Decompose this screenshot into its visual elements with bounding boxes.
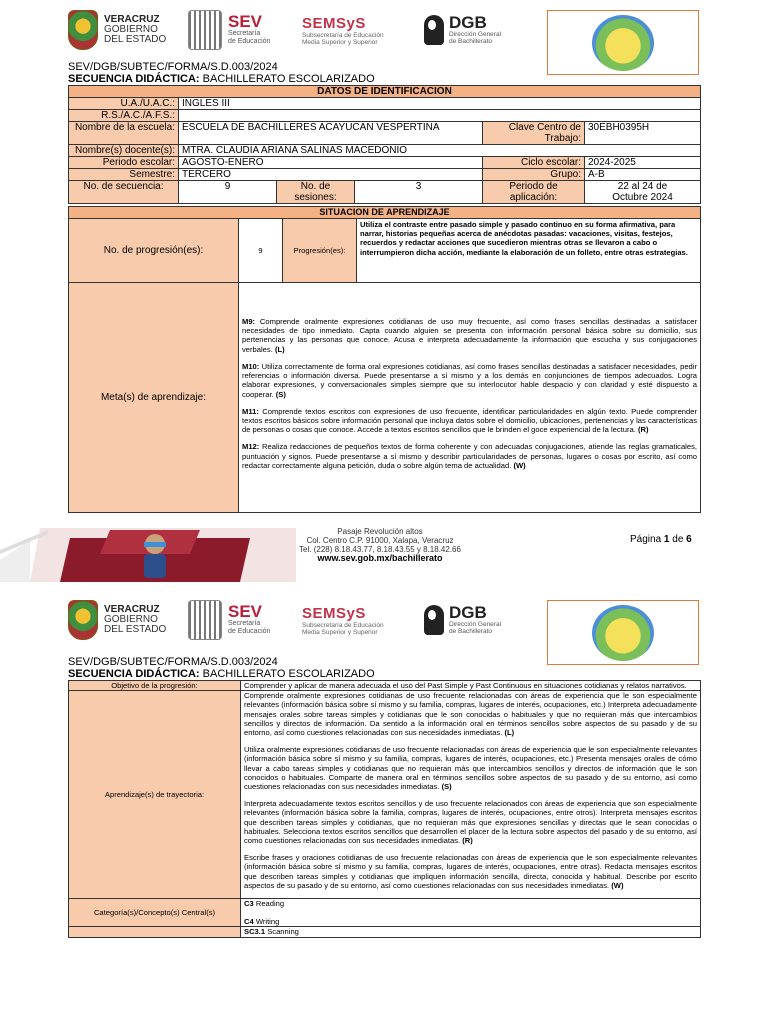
objective-label: Objetivo de la progresión: [69, 681, 241, 691]
learning-goal-9: M9: Comprende oralmente expresiones cotidianas de uso muy frecuente, así como frases sencillas destinadas a satisfacer necesidades de tipo inmediato. Capta cuando alguien se presenta con información personal básica sobre su domicilio, sus pertenencias y las personas que conoce. Acusa e interpreta adecuadamente la información que escucha y sus conjugaciones verbales. (L) [242, 317, 697, 354]
situation-title: SITUACION DE APRENDIZAJE [69, 207, 701, 219]
footer-address: Pasaje Revolución altos Col. Centro C.P. 91000, Xalapa, Veracruz Tel. (228) 8.18.43.77, 8.18.43.55 y 8.18.42.66 www.sev.gob.mx/bachillerato [290, 527, 470, 563]
veracruz-estado: DEL ESTADO [104, 34, 167, 45]
period-label: Periodo escolar: [69, 157, 179, 169]
situation-table [68, 206, 701, 513]
sessions-value: 3 [355, 181, 483, 204]
semsys-logo: SEMSyS Subsecretaría de Educación Media Superior y Superior [302, 604, 384, 636]
semsys-logo [302, 15, 424, 46]
dgb-head-icon [424, 605, 444, 635]
uac-label: U.A./U.A.C.: [69, 98, 179, 110]
progression-no-label: No. de progresión(es): [69, 219, 239, 283]
identification-title: DATOS DE IDENTIFICACION [69, 86, 701, 98]
school-badge-icon [592, 15, 654, 71]
semsys-sub-1: Subsecretaría de Educación [302, 31, 384, 39]
progression-detail-table [68, 680, 701, 938]
sessions-label: No. de sesiones: [277, 181, 355, 204]
sequence-no-label: No. de secuencia: [69, 181, 179, 204]
subcategory-value: SC3.1 Scanning [241, 927, 701, 937]
school-badge-icon [592, 605, 654, 661]
header-logos [68, 10, 501, 50]
school-logo-page-2 [547, 600, 699, 665]
period-value: AGOSTO-ENERO [179, 157, 483, 169]
teacher-value: MTRA. CLAUDIA ARIANA SALINAS MACEDONIO [179, 145, 701, 157]
sequence-label: SECUENCIA DIDÁCTICA: [68, 73, 200, 85]
learning-goal-12: M12: Realiza redacciones de pequeños textos de forma coherente y con adecuadas conjugaciones, atiende las reglas gramaticales, puntuación y signos. Puede presentarse a sí mismo y describir particularidades de personas, lugares o cosas por escrito, así como redactar correctamente alguna petición, duda o sobre algún tema de actualidad. (W) [242, 442, 697, 470]
learning-goals [239, 283, 701, 513]
progression-label: Progresión(es): [283, 219, 357, 283]
progression-no-value: 9 [239, 219, 283, 283]
learning-goals-label: Meta(s) de aprendizaje: [69, 283, 239, 513]
cct-value: 30EBH0395H [585, 122, 701, 145]
semsys-title: SEMSyS [302, 14, 366, 32]
header-logos-page-2 [68, 600, 501, 640]
sev-logo [188, 10, 298, 50]
sev-sub-1: Secretaría [228, 30, 261, 37]
veracruz-logo [68, 10, 180, 50]
learning-goal-11: M11: Comprende textos escritos con expresiones de uso frecuente, identificar particularidades en algún texto. Puede comprender textos escritos básicos sobre información personal que incluya datos sobre el domicilio, ubicaciones, pertenencias y las características de personas o cosas que conoce. Accede a textos escritos sencillos que le brinden el goce experiencial de la lectura. (R) [242, 406, 697, 435]
trajectory-learning-1: Comprende oralmente expresiones cotidianas de uso frecuente relacionadas con áreas de experiencia que le son especialmente relevantes (información básica sobre sí mismo y su familia, compras, lugares de interés, ocupaciones, etc.) Interpreta adecuadamente mensajes orales sobre tareas simples y cotidianas que le son conocidas o habituales y que no requieran más que intercambios sencillos y directos de información. Da sentido a la información oral en términos sencillos sobre aspectos de su pasado y de su entorno, así como cuestiones relacionadas con sus necesidades inmediatas. (L) [244, 691, 697, 738]
central-category-1: C3 Reading [244, 899, 285, 909]
dgb-sub-1: Dirección General [449, 31, 502, 38]
cycle-value: 2024-2025 [585, 157, 701, 169]
veracruz-shield-icon [68, 10, 98, 50]
veracruz-name: VERACRUZ [104, 14, 160, 25]
form-code-block [68, 61, 375, 85]
trajectory-learning-4: Escribe frases y oraciones cotidianas de uso frecuente relacionadas con áreas de experiencia que le son especialmente relevantes (información básica sobre sí mismo y su familia, compras, lugares de interés, ocupaciones, entre otras). Redacta mensajes escritos que describen tareas simples y cotidianas que impliquen información sencilla, directa, conocida y habitual. Describe por escrito aspectos de su pasado y de su entorno, así como cuestiones relacionadas con sus necesidades inmediatas. (W) [244, 853, 697, 890]
objective-value: Comprender y aplicar de manera adecuada el uso del Past Simple y Past Continuous en situaciones cotidianas y relatos narrativos. [241, 681, 701, 691]
central-category-label: Categoría(s)/Concepto(s) Central(s) [69, 899, 241, 927]
sev-title: SEV [228, 12, 263, 31]
dgb-title: DGB [449, 13, 487, 32]
dgb-logo: DGB Dirección General de Bachillerato [424, 605, 501, 635]
uac-value: INGLES III [179, 98, 701, 110]
sequence-value: BACHILLERATO ESCOLARIZADO [202, 73, 375, 85]
application-period-label: Periodo de aplicación: [483, 181, 585, 204]
trajectory-label: Aprendizaje(s) de trayectoria: [69, 691, 241, 899]
central-categories [241, 899, 701, 927]
subcategory-label-cell [69, 927, 241, 937]
sev-logo: SEV Secretaría de Educación [188, 600, 298, 640]
semester-value: TERCERO [179, 169, 483, 181]
group-value: A-B [585, 169, 701, 181]
teacher-label: Nombre(s) docente(s): [69, 145, 179, 157]
group-label: Grupo: [483, 169, 585, 181]
dgb-sub-2: de Bachillerato [449, 38, 492, 45]
cycle-label: Ciclo escolar: [483, 157, 585, 169]
page-number: Página 1 de 6 [630, 534, 692, 545]
learning-goal-10: M10: Utiliza correctamente de forma oral expresiones cotidianas, así como frases sencillas destinadas a satisfacer necesidades, pedir referencias o información diversa. Puede presentarse a sí mismo y a los demás en conjunciones de tiempos adecuados. Logra elaborar expresiones, y conversacionales simples siempre que su interlocutor hable despacio y con claridad y esté dispuesto a cooperar. (S) [242, 361, 697, 399]
trajectory-learnings [241, 691, 701, 899]
veracruz-shield-icon [68, 600, 98, 640]
school-name-label: Nombre de la escuela: [69, 122, 179, 145]
dgb-head-icon [424, 15, 444, 45]
school-logo [547, 10, 699, 75]
rs-label: R.S./A.C./A.F.S.: [69, 110, 179, 122]
application-period-value: 22 al 24 de Octubre 2024 [585, 181, 701, 204]
form-code: SEV/DGB/SUBTEC/FORMA/S.D.003/2024 [68, 61, 278, 73]
trajectory-learning-3: Interpreta adecuadamente textos escritos sencillos y de uso frecuente relacionados con áreas de experiencia que son especialmente relevantes (información básica sobre la familia, compras, lugares de interés, ocupaciones, entre otros). Interpreta mensajes escritos que describen tareas simples y cotidianas, que no requieran más que expresiones sencillas y directas que le sean conocidas o habituales. Selecciona textos escritos sencillos que desarrollen el placer de la lectura sobre aspectos del pasado y de su entorno, así como cuestiones relacionadas con sus necesidades inmediatas. (R) [244, 799, 697, 846]
sev-sub-2: de Educación [228, 38, 271, 45]
footer-banner-art [0, 520, 296, 588]
rs-value [179, 110, 701, 122]
veracruz-logo: VERACRUZ GOBIERNO DEL ESTADO [68, 600, 180, 640]
cct-label: Clave Centro de Trabajo: [483, 122, 585, 145]
footer-url[interactable]: www.sev.gob.mx/bachillerato [317, 553, 443, 563]
veracruz-gob: GOBIERNO [104, 24, 158, 35]
sequence-no-value: 9 [179, 181, 277, 204]
semsys-sub-2: Media Superior y Superior [302, 38, 378, 46]
coat-of-arms-icon [188, 600, 222, 640]
central-category-2: C4 Writing [244, 917, 280, 927]
form-code-block-page-2: SEV/DGB/SUBTEC/FORMA/S.D.003/2024 SECUENCIA DIDÁCTICA: BACHILLERATO ESCOLARIZADO [68, 656, 375, 680]
school-name-value: ESCUELA DE BACHILLERES ACAYUCAN VESPERTINA [179, 122, 483, 145]
coat-of-arms-icon [188, 10, 222, 50]
identification-table [68, 85, 701, 204]
progression-value: Utiliza el contraste entre pasado simple y pasado continuo en su forma afirmativa, para narrar, historias pequeñas acerca de anécdotas pasadas: vacaciones, visitas, festejos, recuerdos y redactar acciones que sucedieron mientras otras se llevaron a cabo o interrumpieron dicha acción, mediante la elaboración de un folleto, entre otras estrategias. [357, 219, 701, 283]
dgb-logo [424, 15, 501, 45]
semester-label: Semestre: [69, 169, 179, 181]
trajectory-learning-2: Utiliza oralmente expresiones cotidianas de uso frecuente relacionadas con áreas de experiencia que le son especialmente relevantes (información básica sobre sí mismo y su familia, compras, lugares de interés, ocupaciones, etc.) Presenta mensajes orales de cómo llevar a cabo tareas simples y cotidianas que no requieran más que intercambios sencillos y directos de información que le son conocidos o habituales. Comparte de manera oral en términos sencillos sobre aspectos de su pasado y de su entorno, así como cuestiones relacionadas con sus necesidades inmediatas. (S) [244, 745, 697, 792]
